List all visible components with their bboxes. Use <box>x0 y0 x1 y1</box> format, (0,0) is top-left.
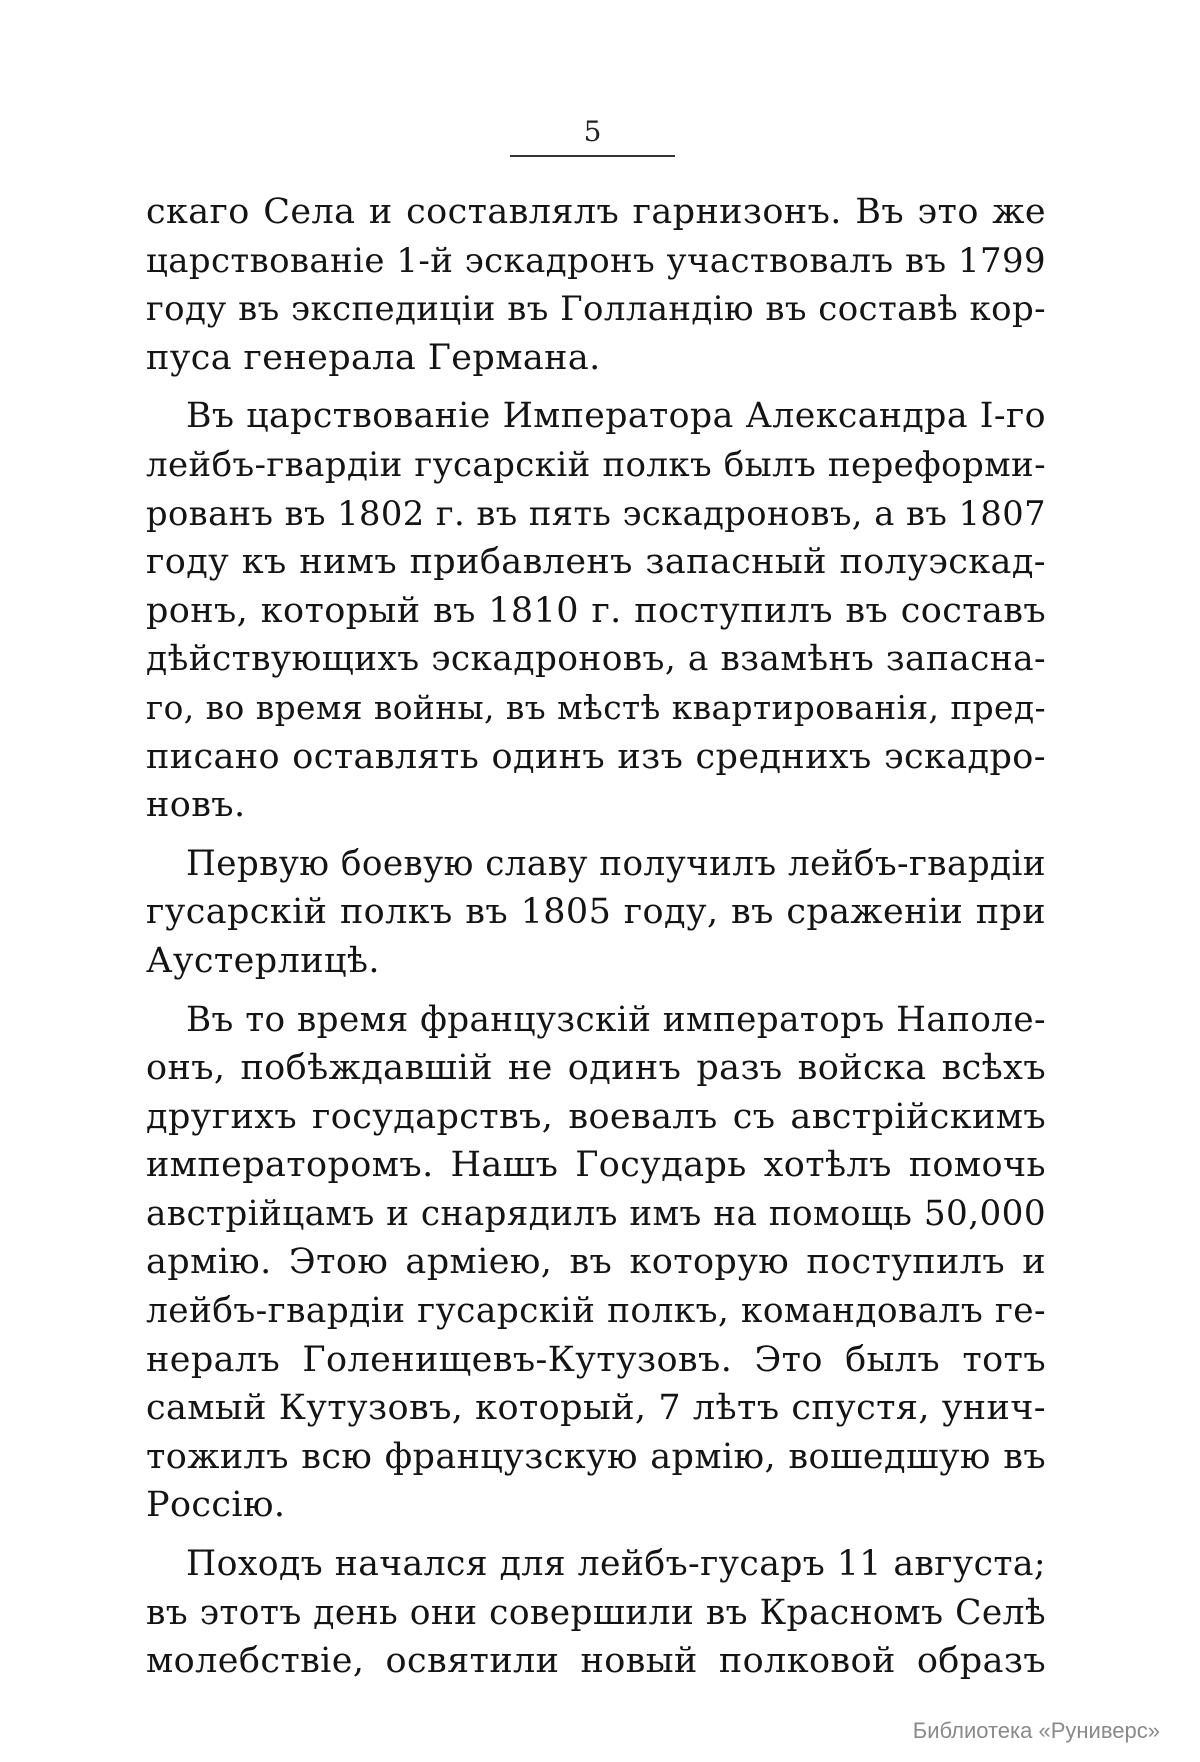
text-line: Россію. <box>146 1485 286 1526</box>
paragraph-gap <box>146 382 1046 392</box>
paragraph-gap <box>146 830 1046 840</box>
library-watermark: Библиотека «Руниверс» <box>912 1718 1160 1743</box>
text-line: скаго Села и составлялъ гарнизонъ. Въ это же <box>146 192 1046 232</box>
header-rule <box>510 155 675 157</box>
text-line: рованъ въ 1802 г. въ пять эскадроновъ, а въ 1807 <box>146 493 1046 533</box>
text-line: въ этотъ день они совершили въ Красномъ Селѣ <box>146 1592 1046 1633</box>
text-line: Въ то время французскій императоръ Наполе- <box>186 999 1046 1040</box>
text-line: го, во время войны, въ мѣстѣ квартированія, пред- <box>146 688 1046 727</box>
text-line: онъ, побѣждавшій не одинъ разъ войска всѣхъ <box>146 1048 1046 1089</box>
paragraph-gap <box>146 1530 1046 1540</box>
text-line: Первую боевую славу получилъ лейбъ-гвардіи <box>186 843 1046 884</box>
text-line: Аустерлицѣ. <box>146 940 380 981</box>
text-line: тожилъ всю французскую армію, вошедшую въ <box>146 1436 1046 1477</box>
paragraph-gap <box>146 986 1046 996</box>
text-line: нералъ Голенищевъ-Кутузовъ. Это былъ тотъ <box>146 1339 1046 1380</box>
text-line: лейбъ-гвардіи гусарскій полкъ былъ переформи- <box>146 444 1046 485</box>
page-number: 5 <box>583 115 602 148</box>
text-line: Въ царствованіе Императора Александра I-го <box>186 396 1046 437</box>
text-line: гусарскій полкъ въ 1805 году, въ сраженіи при <box>146 892 1046 933</box>
text-line: молебствіе, освятили новый полковой образъ <box>146 1641 1046 1682</box>
text-line: лейбъ-гвардіи гусарскій полкъ, командовалъ ге- <box>146 1291 1046 1332</box>
text-line: пуса генерала Германа. <box>146 337 601 378</box>
text-line: императоромъ. Нашъ Государь хотѣлъ помочь <box>146 1145 1046 1186</box>
text-line: самый Кутузовъ, который, 7 лѣтъ спустя, унич- <box>146 1388 1046 1429</box>
text-line: другихъ государствъ, воевалъ съ австрійскимъ <box>146 1096 1046 1137</box>
text-line: году въ экспедиціи въ Голландію въ составѣ кор- <box>146 289 1046 330</box>
body-text <box>146 188 1046 1686</box>
text-line: царствованіе 1-й эскадронъ участвовалъ въ 1799 <box>146 240 1046 281</box>
text-line: дѣйствующихъ эскадроновъ, а взамѣнъ запасна- <box>146 639 1046 680</box>
page-header <box>510 112 675 172</box>
text-line: Походъ начался для лейбъ-гусаръ 11 августа; <box>186 1544 1046 1585</box>
text-line: австрійцамъ и снарядилъ имъ на помощь 50,000 <box>146 1193 1046 1234</box>
text-line: ронъ, который въ 1810 г. поступилъ въ составъ <box>146 590 1046 631</box>
text-line: писано оставлять одинъ изъ среднихъ эскадро- <box>146 736 1046 777</box>
text-line: году къ нимъ прибавленъ запасный полуэскад- <box>146 542 1046 583</box>
text-line: армію. Этою арміею, въ которую поступилъ и <box>146 1242 1046 1283</box>
text-line: новъ. <box>146 785 246 826</box>
